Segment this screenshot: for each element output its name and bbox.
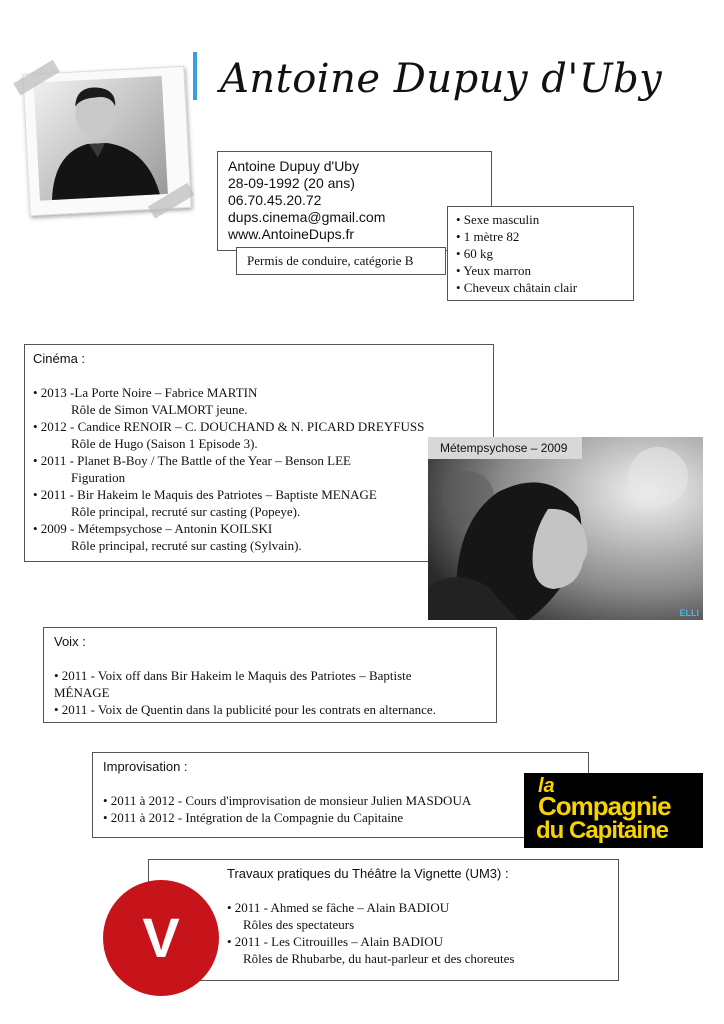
identity-name: Antoine Dupuy d'Uby — [228, 158, 360, 174]
license-box — [236, 247, 446, 275]
page-title: Antoine Dupuy d'Uby — [220, 56, 663, 102]
improvisation-item: • 2011 à 2012 - Cours d'improvisation de monsieur Julien MASDOUA — [103, 793, 472, 808]
workshop-item-detail: Rôles des spectateurs — [243, 917, 355, 932]
trait-item: • Yeux marron — [456, 263, 531, 278]
cinema-item-detail: Rôle principal, recruté sur casting (Sylvain). — [71, 538, 302, 553]
trait-item: • Cheveux châtain clair — [456, 280, 578, 295]
cinema-item-detail: Rôle principal, recruté sur casting (Popeye). — [71, 504, 301, 519]
license-text: Permis de conduire, catégorie B — [247, 253, 414, 268]
cinema-item-title: • 2012 - Candice RENOIR – C. DOUCHAND & N. PICARD DREYFUSS — [33, 419, 425, 434]
compagnie-du-capitaine-logo — [524, 773, 703, 848]
workshop-item-title: • 2011 - Les Citrouilles – Alain BADIOU — [227, 934, 444, 949]
voice-item: • 2011 - Voix de Quentin dans la publicité pour les contrats en alternance. — [54, 702, 436, 717]
workshop-item-title: • 2011 - Ahmed se fâche – Alain BADIOU — [227, 900, 450, 915]
trait-item: • Sexe masculin — [456, 212, 540, 227]
movie-still-image — [428, 437, 703, 620]
logo-text-line1: la — [538, 775, 555, 797]
workshop-item-detail: Rôles de Rhubarbe, du haut-parleur et des choreutes — [243, 951, 515, 966]
title-accent-bar — [193, 52, 197, 100]
portrait-photo — [22, 66, 191, 216]
cinema-heading: Cinéma : — [33, 351, 86, 366]
cinema-item-title: • 2011 - Bir Hakeim le Maquis des Patriotes – Baptiste MENAGE — [33, 487, 377, 502]
improvisation-item: • 2011 à 2012 - Intégration de la Compagnie du Capitaine — [103, 810, 404, 825]
logo-text-line2: Compagnie — [538, 791, 671, 821]
photo-watermark: ELLI — [679, 608, 699, 618]
identity-birth: 28-09-1992 (20 ans) — [228, 175, 355, 191]
trait-item: • 60 kg — [456, 246, 494, 261]
cinema-item-detail: Rôle de Hugo (Saison 1 Episode 3). — [71, 436, 258, 451]
traits-box — [447, 206, 634, 301]
cinema-item-title: • 2013 -La Porte Noire – Fabrice MARTIN — [33, 385, 258, 400]
movie-photo-caption: Métempsychose – 2009 — [428, 437, 582, 459]
cinema-item-title: • 2011 - Planet B-Boy / The Battle of the Year – Benson LEE — [33, 453, 351, 468]
cinema-section — [24, 344, 494, 562]
identity-email: dups.cinema@gmail.com — [228, 209, 386, 225]
voice-heading: Voix : — [54, 634, 86, 649]
logo-text-line3: du Capitaine — [536, 817, 669, 844]
improvisation-heading: Improvisation : — [103, 759, 188, 774]
portrait-image — [23, 67, 190, 215]
movie-still-photo — [428, 437, 703, 620]
cinema-item-title: • 2009 - Métempsychose – Antonin KOILSKI — [33, 521, 273, 536]
voice-section — [43, 627, 497, 723]
vignette-logo-letter: V — [142, 906, 180, 969]
cinema-item-detail: Figuration — [71, 470, 126, 485]
voice-item: • 2011 - Voix off dans Bir Hakeim le Maquis des Patriotes – Baptiste — [54, 668, 412, 683]
trait-item: • 1 mètre 82 — [456, 229, 520, 244]
identity-website: www.AntoineDups.fr — [228, 226, 355, 242]
improvisation-section — [92, 752, 589, 838]
identity-phone: 06.70.45.20.72 — [228, 192, 322, 208]
workshops-heading: Travaux pratiques du Théâtre la Vignette (UM3) : — [227, 866, 509, 881]
cinema-item-detail: Rôle de Simon VALMORT jeune. — [71, 402, 248, 417]
voice-item: MÉNAGE — [54, 685, 110, 700]
